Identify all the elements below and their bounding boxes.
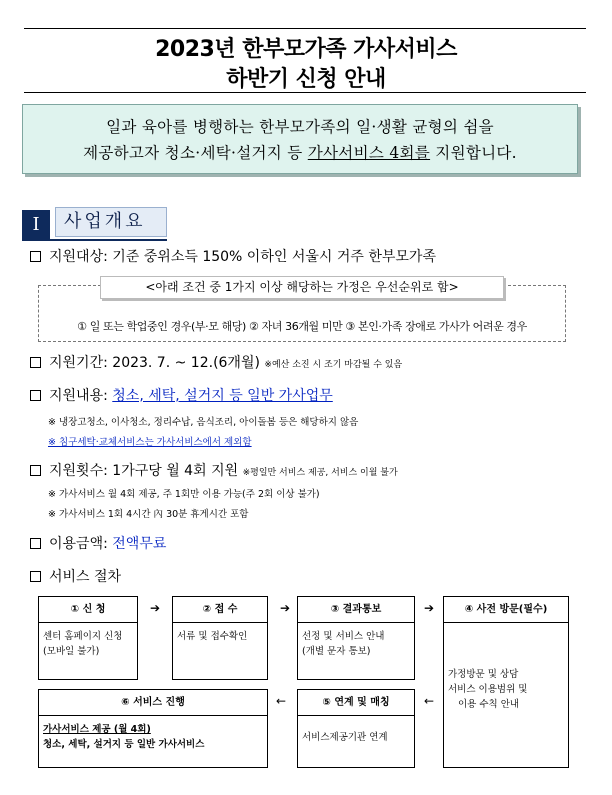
fee-label: 이용금액: (49, 536, 108, 552)
checkbox-square (30, 251, 41, 262)
frequency-note: ※평일만 서비스 제공, 서비스 이월 불가 (242, 468, 398, 478)
title-top-rule (24, 28, 586, 29)
procedure-label: 서비스 절차 (49, 569, 122, 585)
step-4-title: ④ 사전 방문(필수) (444, 597, 568, 623)
content-row (30, 385, 333, 405)
arrow-left-icon: ← (424, 694, 435, 708)
step-5-box: ⑤ 연계 및 매칭 서비스제공기관 연계 (297, 689, 415, 768)
fee-row (30, 533, 166, 553)
arrow-right-icon: ➔ (424, 601, 435, 615)
period-value: 2023. 7. ~ 12.(6개월) (112, 355, 260, 371)
checkbox-square (30, 538, 41, 549)
checkbox-square (30, 390, 41, 401)
frequency-row (30, 460, 398, 480)
priority-label: <아래 조건 중 1가지 이상 해당하는 가정은 우선순위로 함> (100, 276, 504, 299)
step-6-box: ⑥ 서비스 진행 가사서비스 제공 (월 4회) 청소, 세탁, 설거지 등 일반 가사서비스 (38, 689, 268, 768)
step-5-title: ⑤ 연계 및 매칭 (298, 690, 414, 716)
section-number: I (22, 210, 50, 240)
intro-line-1: 일과 육아를 병행하는 한부모가족의 일·생활 균형의 쉼을 (106, 118, 494, 136)
frequency-value: 1가구당 월 4회 지원 (112, 463, 239, 479)
section-rule (22, 239, 167, 241)
frequency-label: 지원횟수: (49, 463, 108, 479)
target-value: 기준 중위소득 150% 이하인 서울시 거주 한부모가족 (112, 249, 436, 265)
arrow-right-icon: ➔ (280, 601, 291, 615)
checkbox-square (30, 357, 41, 368)
title-bottom-rule (24, 92, 586, 93)
target-row (30, 246, 436, 266)
intro-line-2: 제공하고자 청소·세탁·설거지 등 가사서비스 4회를 지원합니다. (83, 144, 517, 162)
period-label: 지원기간: (49, 355, 108, 371)
procedure-row (30, 566, 121, 586)
section-title: 사업개요 (55, 207, 167, 237)
checkbox-square (30, 571, 41, 582)
page-subtitle: 하반기 신청 안내 (226, 67, 386, 92)
priority-conditions: ① 일 또는 학업중인 경우(부·모 해당) ② 자녀 36개월 미만 ③ 본인·가족 장애로 가사가 어려운 경우 (77, 320, 527, 333)
arrow-left-icon: ← (276, 694, 287, 708)
content-note-2: ※ 침구세탁·교체서비스는 가사서비스에서 제외함 (48, 437, 252, 448)
step-3-title: ③ 결과통보 (298, 597, 414, 623)
step-4-box: ④ 사전 방문(필수) 가정방문 및 상담 서비스 이용범위 및 이용 수칙 안내 (443, 596, 569, 768)
frequency-note-1: ※ 가사서비스 월 4회 제공, 주 1회만 이용 가능(주 2회 이상 불가) (48, 489, 320, 500)
step-2-title: ② 접 수 (173, 597, 267, 623)
content-note-1: ※ 냉장고청소, 이사청소, 정리수납, 음식조리, 아이돌봄 등은 해당하지 않음 (48, 417, 359, 428)
page-title: 2023년 한부모가족 가사서비스 (155, 37, 457, 62)
step-6-title: ⑥ 서비스 진행 (39, 690, 267, 716)
step-1-box: ① 신 청 센터 홈페이지 신청 (모바일 불가) (38, 596, 138, 680)
fee-value: 전액무료 (112, 536, 167, 552)
period-row (30, 352, 402, 372)
arrow-right-icon: ➔ (150, 601, 161, 615)
intro-highlight: 가사서비스 4회를 (307, 144, 431, 162)
checkbox-square (30, 465, 41, 476)
frequency-note-2: ※ 가사서비스 1회 4시간 內 30분 휴게시간 포함 (48, 509, 249, 520)
intro-box (22, 104, 578, 174)
step-1-title: ① 신 청 (39, 597, 137, 623)
content-value: 청소, 세탁, 설거지 등 일반 가사업무 (112, 388, 333, 404)
period-note: ※예산 소진 시 조기 마감될 수 있음 (264, 360, 403, 370)
step-2-box: ② 접 수 서류 및 접수확인 (172, 596, 268, 680)
content-label: 지원내용: (49, 388, 108, 404)
step-3-box: ③ 결과통보 선정 및 서비스 안내 (개별 문자 통보) (297, 596, 415, 680)
target-label: 지원대상: (49, 249, 108, 265)
